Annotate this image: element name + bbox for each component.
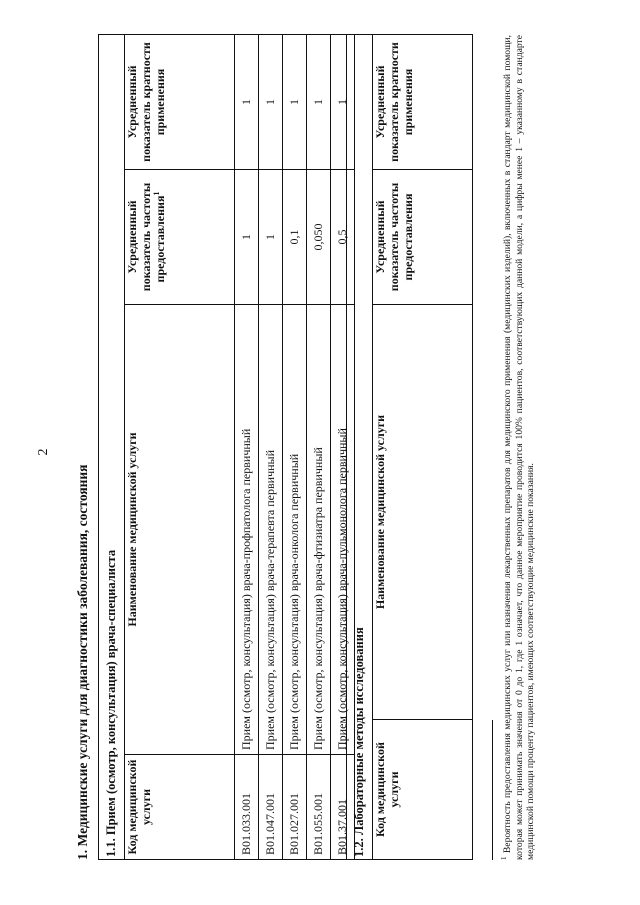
header-frequency-text: Усредненный показатель частоты предоставления <box>125 182 168 292</box>
service-name: Прием (осмотр, консультация) врача-профпатолога первичный <box>235 305 259 755</box>
rotated-page-content <box>72 30 640 860</box>
service-multiplicity: 1 <box>307 34 331 169</box>
service-code: B01.033.001 <box>235 755 259 860</box>
footnote-text: Вероятность предоставления медицинских услуг или назначения лекарственных препаратов для медицинского применения (медицинских изделий), включенных в стандарт медицинской помощи, которая может принимать значения от 0 до 1, где 1 означает, что данное мероприятие проводится 100% пациентов, соответствующих данной модели, а цифры менее 1 – указанному в стандарте медицинской помощи проценту пациентов, имеющих соответствующие медицинские показания. <box>502 35 537 860</box>
header-frequency <box>125 170 235 305</box>
service-code: B01.047.001 <box>259 755 283 860</box>
lab-header-name: Наименование медицинской услуги <box>373 305 473 720</box>
service-code: B01.37.001 <box>331 755 355 860</box>
service-name: Прием (осмотр, консультация) врача-терапевта первичный <box>259 305 283 755</box>
header-code: Код медицинской услуги <box>125 755 235 860</box>
table-row <box>283 34 307 859</box>
service-multiplicity: 1 <box>235 34 259 169</box>
footnote-mark: 1 <box>152 191 162 196</box>
service-frequency: 0,1 <box>283 170 307 305</box>
service-multiplicity: 1 <box>259 34 283 169</box>
footnote-divider <box>492 720 493 860</box>
consultations-table <box>98 34 355 860</box>
service-frequency: 0,050 <box>307 170 331 305</box>
footnote <box>499 35 537 860</box>
table-row <box>307 34 331 859</box>
header-multiplicity: Усредненный показатель кратности применения <box>125 34 235 169</box>
service-code: B01.027.001 <box>283 755 307 860</box>
service-code: B01.055.001 <box>307 755 331 860</box>
service-frequency: 0,5 <box>331 170 355 305</box>
service-frequency: 1 <box>235 170 259 305</box>
service-name: Прием (осмотр, консультация) врача-фтизиатра первичный <box>307 305 331 755</box>
service-multiplicity: 1 <box>283 34 307 169</box>
lab-header-multiplicity: Усредненный показатель кратности применения <box>373 34 473 169</box>
consultations-subheading: 1.1. Прием (осмотр, консультация) врача-специалиста <box>99 34 125 859</box>
service-multiplicity: 1 <box>331 34 355 169</box>
service-name: Прием (осмотр, консультация) врача-пульмонолога первичный <box>331 305 355 755</box>
lab-header-code: Код медицинской услуги <box>373 720 473 860</box>
lab-header-frequency: Усредненный показатель частоты предоставления <box>373 170 473 305</box>
service-name: Прием (осмотр, консультация) врача-онколога первичный <box>283 305 307 755</box>
page-number: 2 <box>36 448 51 456</box>
lab-methods-table <box>346 34 473 860</box>
footnote-mark: 1 <box>499 856 508 860</box>
lab-subheading: 1.2. Лабораторные методы исследования <box>347 34 373 859</box>
table-row <box>259 34 283 859</box>
section-heading: 1. Медицинские услуги для диагностики заболевания, состояния <box>75 464 90 860</box>
header-name: Наименование медицинской услуги <box>125 305 235 755</box>
table-row <box>235 34 259 859</box>
service-frequency: 1 <box>259 170 283 305</box>
